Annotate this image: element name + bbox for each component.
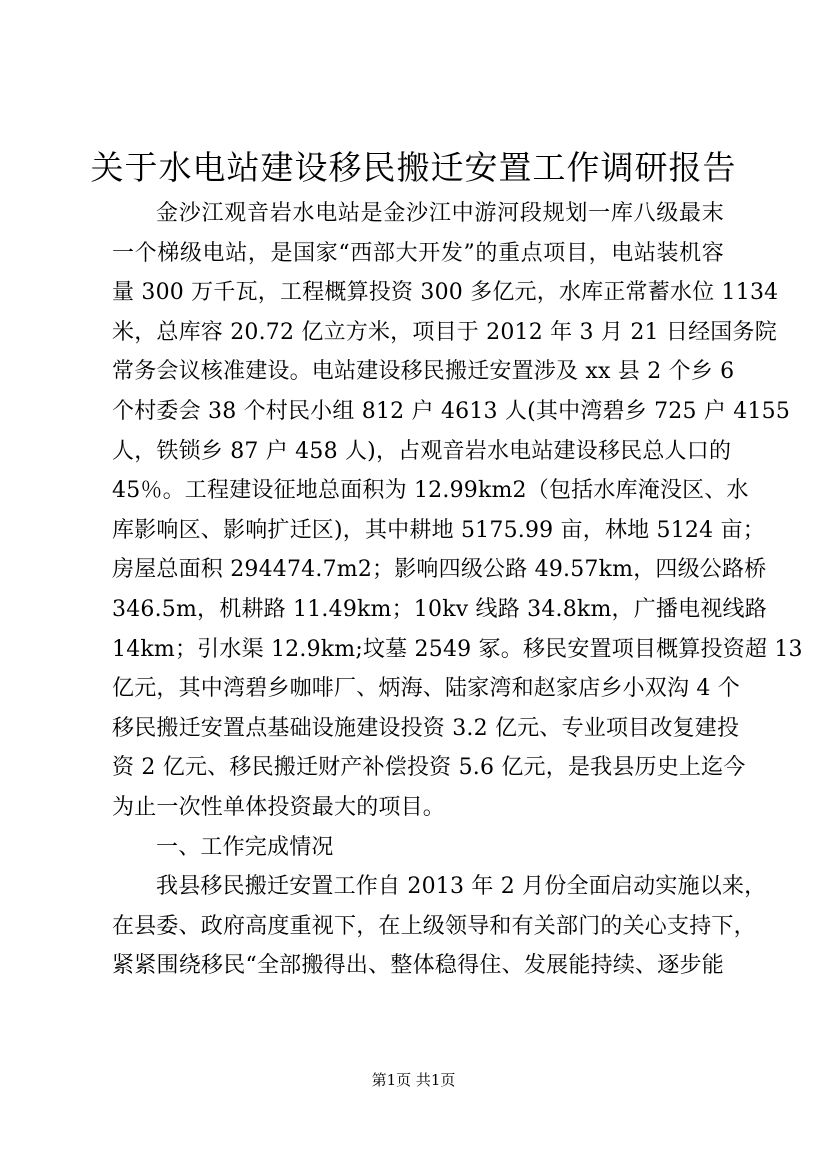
paragraph-line: 一个梯级电站，是国家“西部大开发”的重点项目，电站装机容 xyxy=(112,240,724,266)
paragraph-line: 在县委、政府高度重视下，在上级领导和有关部门的关心支持下， xyxy=(112,913,756,939)
paragraph-line: 14km；引水渠 12.9km;坟墓 2549 冢。移民安置项目概算投资超 13 xyxy=(112,636,803,662)
document-title: 关于水电站建设移民搬迁安置工作调研报告 xyxy=(90,148,737,187)
paragraph-line: 库影响区、影响扩迁区)，其中耕地 5175.99 亩，林地 5124 亩； xyxy=(112,517,765,543)
page-footer: 第1页 共1页 xyxy=(371,1071,456,1089)
section-heading: 一、工作完成情况 xyxy=(156,834,334,860)
paragraph-line: 量 300 万千瓦，工程概算投资 300 多亿元，水库正常蓄水位 1134 xyxy=(112,280,779,306)
paragraph-line: 45％。工程建设征地总面积为 12.99km2（包括水库淹没区、水 xyxy=(112,478,749,504)
paragraph-line: 个村委会 38 个村民小组 812 户 4613 人(其中湾碧乡 725 户 4155 xyxy=(112,398,791,424)
paragraph-line: 移民搬迁安置点基础设施建设投资 3.2 亿元、专业项目改复建投 xyxy=(112,715,740,741)
paragraph-line: 为止一次性单体投资最大的项目。 xyxy=(112,794,446,820)
paragraph-line: 亿元，其中湾碧乡咖啡厂、炳海、陆家湾和赵家店乡小双沟 4 个 xyxy=(112,676,740,702)
paragraph-line: 米，总库容 20.72 亿立方米，项目于 2012 年 3 月 21 日经国务院 xyxy=(112,319,777,345)
paragraph-line: 房屋总面积 294474.7m2；影响四级公路 49.57km，四级公路桥 xyxy=(112,557,767,583)
paragraph-line: 我县移民搬迁安置工作自 2013 年 2 月份全面启动实施以来， xyxy=(156,874,767,900)
paragraph-line: 346.5m，机耕路 11.49km；10kv 线路 34.8km，广播电视线路 xyxy=(112,596,767,622)
document-body xyxy=(112,194,803,986)
paragraph-line: 常务会议核准建设。电站建设移民搬迁安置涉及 xx 县 2 个乡 6 xyxy=(112,359,735,385)
paragraph-line: 人，铁锁乡 87 户 458 人)，占观音岩水电站建设移民总人口的 xyxy=(112,438,732,464)
paragraph-line: 资 2 亿元、移民搬迁财产补偿投资 5.6 亿元，是我县历史上迄今 xyxy=(112,755,746,781)
paragraph-line: 金沙江观音岩水电站是金沙江中游河段规划一库八级最末 xyxy=(156,201,724,226)
paragraph-line: 紧紧围绕移民“全部搬得出、整体稳得住、发展能持续、逐步能 xyxy=(112,953,724,979)
